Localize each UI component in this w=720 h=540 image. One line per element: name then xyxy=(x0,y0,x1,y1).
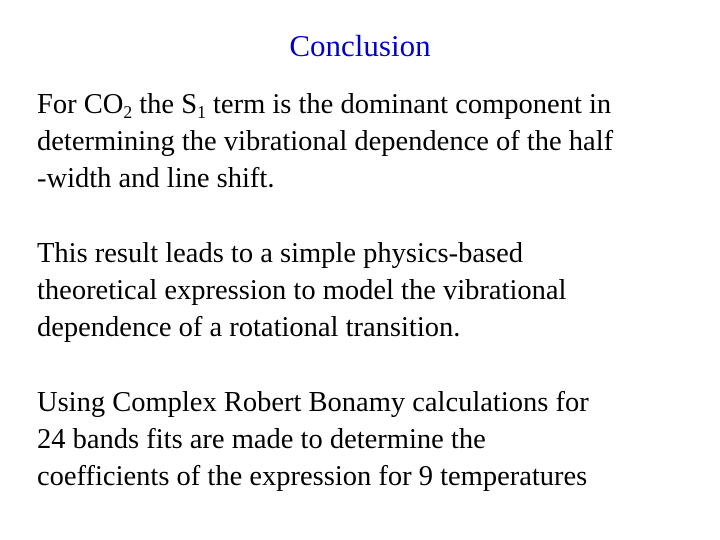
paragraph-3-line-3: coefficients of the expression for 9 temperatures xyxy=(37,461,588,492)
subscript: 2 xyxy=(123,101,133,122)
text-segment: For CO xyxy=(37,89,124,120)
paragraph-2-line-3: dependence of a rotational transition. xyxy=(37,312,461,343)
paragraph-3-line-2: 24 bands fits are made to determine the xyxy=(37,424,486,455)
paragraph-1-line-3: -width and line shift. xyxy=(37,163,275,194)
text-segment: the S xyxy=(132,89,198,120)
paragraph-2-line-1: This result leads to a simple physics-based xyxy=(37,238,523,269)
paragraph-1-line-2: determining the vibrational dependence of the half xyxy=(37,126,614,157)
subscript: 1 xyxy=(197,101,206,122)
paragraph-3-line-1: Using Complex Robert Bonamy calculations for xyxy=(37,387,589,418)
slide-body xyxy=(37,86,701,533)
paragraph-2 xyxy=(37,235,701,346)
paragraph-2-line-2: theoretical expression to model the vibrational xyxy=(37,275,567,306)
paragraph-3 xyxy=(37,384,701,495)
paragraph-1 xyxy=(37,86,701,197)
slide-title: Conclusion xyxy=(289,28,431,63)
paragraph-1-line-1 xyxy=(37,86,701,123)
text-segment: term is the dominant component in xyxy=(205,89,612,120)
